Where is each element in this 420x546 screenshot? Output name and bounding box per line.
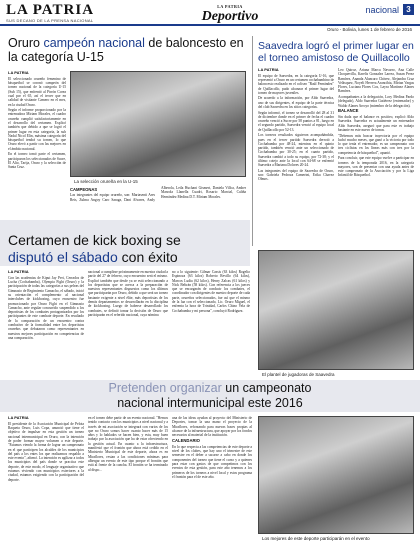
article1-campeonas: CAMPEONAS Las integrantes del equipo orureño, son: Mariasenti Ares Reis, Zulma Angoy Caro Saraga, Dani Alvarez, Andy Alberola, Leila Huchani Gismert, Daniela Villca, Amber Marzola Llanella Cuadri, Rosario Marcial, Caliña Hernández Medina D.T. Miriam Morales. — [70, 186, 246, 202]
newspaper-logo: LA PATRIA — [6, 2, 95, 18]
article3-col3: no a lo siguiente: Gilmar Cassis (63 kilos) Rogelio Espinoza (63 kilos) Roberto Revillo (64 kilos), Marcos Ludia (62 kilos), Henry Zalcas (61 kilos) y Nick Beltrán (58 kilos). Con referencia a los jueces que se encargarán de conducir los combates, el coordinador con dirigentes de nuestro deporte de cada parte, orureños seleccionados, fue así que el mismo de la luz con el seleccionado, Lic. Oruro Miguel, el enfrenta la hora de Trinidad, Carlos Chino Vela de Cochabamba y mi persona", concluyó Rodríguez. — [172, 270, 250, 313]
page-number: 3 — [403, 4, 414, 15]
article4-col1: LA PATRIA El presidente de la Asociación Municipal de Pelota Raqueta Oruro, Luis Copa, anunció que tiene el objetivo de impulsar en esta gestión un torneo nacional intermunicipal en Oruro, con la intención de poder formar mayor volumen a este deporte. "Estamos viendo la forma de lograr un campeonato en el que participen los alcaldes de los municipios del país a los entes los que realizamos respaldo a este evento", afirmó. La intención es agilizar a todos los municipios del país donde se practica este deporte, de este modo, el lenguaje organizativo que estamos viviendo con municipios exteriores a la ciudad, estamos exigiendo con la participación del deporte. — [8, 416, 84, 482]
article1-para: En el torneo tomó parte el certamen, participaron los seleccionados de Sucre, El Alto, Tarija, Oruro y la selección de Santa Cruz. — [8, 152, 66, 170]
subhead-calendario: CALENDARIO — [172, 437, 200, 443]
section-label: nacional — [365, 4, 399, 15]
section-brand — [190, 4, 270, 24]
article2-byline: LA PATRIA — [258, 68, 279, 72]
subhead-balance: BALANCE — [338, 108, 359, 114]
article2-col2: Leo Quiroz, Ariana Marca Navarro, Ana Calle Choquevilla, Karelis Gonzalez Larrea, Susan Perez Ramírez, Ananda Alancaro Chávez, Alejandra Cruz Velásquez, Noyeli Herrera Arancibia, Mirian Vargas Flores, Luciana Flores Cox, Layra Martinez Alanes Ramírez. Acompañantes a la delegación, Lory Medina Pardo (delegado), Aldo Saavedra Gutiérrez (entrenador) y Waldo Alanes Arroyo (miembro de la delegación). BALANCE Sin duda que el balance es positivo, explicó Aldo Saavedra. Saavedra es actualmente un entrenador Aldo Saavedra, aseguró que para este es trabajo bastante en este nuevo de tomas. "Debemos más buscar trayectoria por el equipo luchó mucho meses, que ganó a la victoria por todo lo que tenía el entrenador, es un campeonato con tres ciclistas en los líneas más con tres por la competencia de básquetbol", apuntó. Para concluir, que este equipo vuelve a participar en torneos de la temporada 2016, en la categoría mayores, son de presentar con una ayuda antes de este campeonato de la Asociación y por la Liga Infantil de Básquetbol. — [338, 68, 414, 178]
headline-highlight: Pretenden — [108, 381, 170, 395]
article2-photo — [258, 250, 414, 370]
dateline: Oruro - Bolivia, lunes 1 de febrero de 2016 — [326, 27, 412, 32]
column-divider — [252, 36, 253, 246]
section-brand-small: LA PATRIA — [217, 4, 243, 9]
newspaper-tagline: SUS DECANO DE LA PRENSA NACIONAL — [6, 18, 94, 23]
article1-caption: La selección orureña en la U-15 — [74, 179, 138, 184]
article1-byline: LA PATRIA — [8, 71, 29, 75]
article4-headline: Pretenden organizar un campeonato nacional intermunicipal este 2016 — [108, 381, 312, 410]
article3-col2: nacional a cumplirse próximamente en nuestra ciudad a partir del 27 de febrero, cuyo encuentro será el mismo. Explicó también que desde ya se está seleccionando a los deportistas que se acerca a la preparación de nuestros representantes dispuestos como los últimos que participarán por Oruro, debido a que será un torneo bastante exigente a nivel élite, más deportistas de los demás departamentos se desarrollarán en la disciplina de kickboxing. Luego de haberse desarrollado los combates, se definió tomar la decisión de Oruro que participarán en el referido nacional, cuya nómina — [88, 270, 168, 317]
article2-caption: El plantel de jugadoras de Saavedra — [262, 372, 335, 377]
article4-caption: Los mejores de este deporte participarán en el evento — [262, 536, 370, 541]
article2-col1: LA PATRIA El equipo de Saavedra, en la categoría U-16, que representó a Oruro en un certamen cochabambino de baloncesto realizado en el coliseo "Raúl Fernández" de Quillacollo, pudo alcanzar el primer lugar del torneo de mayores juveniles. De acuerdo a la información, por Aldo Saavedra, uno de sus dirigentes, el equipo de la parte técnica del club Saavedra en los sitios categorías. Según informó, el torneo se desarrolló del 28 al 31 de diciembre donde en el primer de fecha el cuadro orureño venció a Sucre por 58 puntos a 81, luego en el segundo partido, Saavedra venció al equipo local de Quillacollo por 52-13. Los torneos resultados siguieron acompañándola, pues en el tercer partido Saavedra derrotó a Cochabamba por 48-24, mientras en el quinto partido, también venció ante un seleccionado de Cochabamba por 30-25; en el cuarto partido, Saavedra cambió a todo su equipo, por 72-38; y el último cotejo ante la local con 64-68 se enfrentó Saavedra a Mariana Dolores 20-24. Las integrantes del equipo de Saavedra de Oruro, son: Gabriela Pedroza Camerini, Erika Chavez Olmos. — [258, 68, 334, 182]
article1-para: El seleccionado orureño femenino de básquetbol se coronó campeón del torneo nacional de la categoría U-15 (Sub 15), que enfrentó al Pirrón Corea cual por el 65, así el tercer que en calidad de visitante Camero en el mes, en la ciudad Oruro. — [8, 76, 66, 107]
article1-photo — [70, 71, 246, 177]
headline-highlight: disputó el sábado — [8, 249, 118, 265]
article3-byline: LA PATRIA — [8, 270, 29, 274]
article4-col2: en el torneo debe partir de un evento nacional. "Hemos tenido contacto con los municipios a nivel nacional y a través de mi asociación se integrará con varios de los que no Oruro somos hacer cuanto hacer más de 15 años y lo hablados se hacen bien, y esta, muy buen trabajo por la asociación que ha de estar ofreciendo en la gestión actual. En cuanto a la infraestructura, manifestó que el frontón que ahora está cedido en el Ministerio Municipal de este deporte, ahora es en Miraflores, restan a las condiciones mínimas para albergar un evento de este tipo porque el frontón que está al frente de la cancha. El frontón se ha terminado al dispo... — [88, 416, 168, 472]
section-header — [365, 4, 414, 15]
article1-headline: Oruro campeón nacional de baloncesto en la categoría U-15 — [8, 36, 244, 64]
subhead-campeonas: CAMPEONAS — [70, 186, 98, 192]
article4-photo — [258, 416, 414, 534]
headline-highlight: campeón nacional — [43, 36, 145, 50]
article1-col1 — [8, 71, 66, 211]
article1-para: Según el informe proporcionado por la entrenadora Miriam Morales, el cuadro orureño cumplió satisfactoriamente en el desarrollo del certamen. Explicó también que debido a que se logró el primer lugar en esta categoría, la sub Nadal Nicol Elin, máxima categoría del básquetbol tendrá su torneo, lo que Oruro elevó a partir con las mejores en el ámbito nacional. — [8, 108, 66, 151]
article4-col3: una de las ideas ayudan al proyecto del Ministerio de Deportes, tomar la una mano el proyecto de la Miraflores, reforzando para nuevas bases propias al alcance de la infraestructura, que apoyar por los fondos necesarios al material de la institución. CALENDARIO En lo que respecta a las competencias de este deporte a nivel de los clubes, que hay uno el trimestre de este semestre en el deber a sacarse a cabo en donde los componentes del torneo que tiene el curso y a quienes para estar con gastos de que competimos con los eventos de esta gestión, para este año tenemos a los primeros de los torneos a nivel local y estos programa el frontón para el de este año. — [172, 416, 252, 479]
article3-headline: Certamen de kick boxing se disputó el sábado con éxito — [8, 232, 181, 265]
section-brand-title: Deportivo — [201, 9, 259, 24]
article4-byline: LA PATRIA — [8, 416, 29, 420]
article2-headline: Saavedra logró el primer lugar en el torneo amistoso de Quillacollo — [258, 40, 414, 64]
article3-col1: LA PATRIA Con las academias de Kiput Jay Peri, Cerrados de Lucha (Cochabamba), Olympia Fight (Oruro) y la participación de todas las categorías a sus peleas del Gimnasio de Regimiento Camacho, el sábado, inició su orientación el complemento al nacional interclubes de kickboxing, cuyo encuentro fue promocionado por Oruro Fight en el Gimnasio Camacho, ante regular concurrido suspendido a los deportistas de los combates protagonizados por los participantes de este combate deporte. En resultado de la comparación de un encuentro contra combativo de la formalidad entre los deportistas orureños que debutaron como representantes en nuestros mejores participación en competencias de una comparación. — [8, 270, 84, 340]
